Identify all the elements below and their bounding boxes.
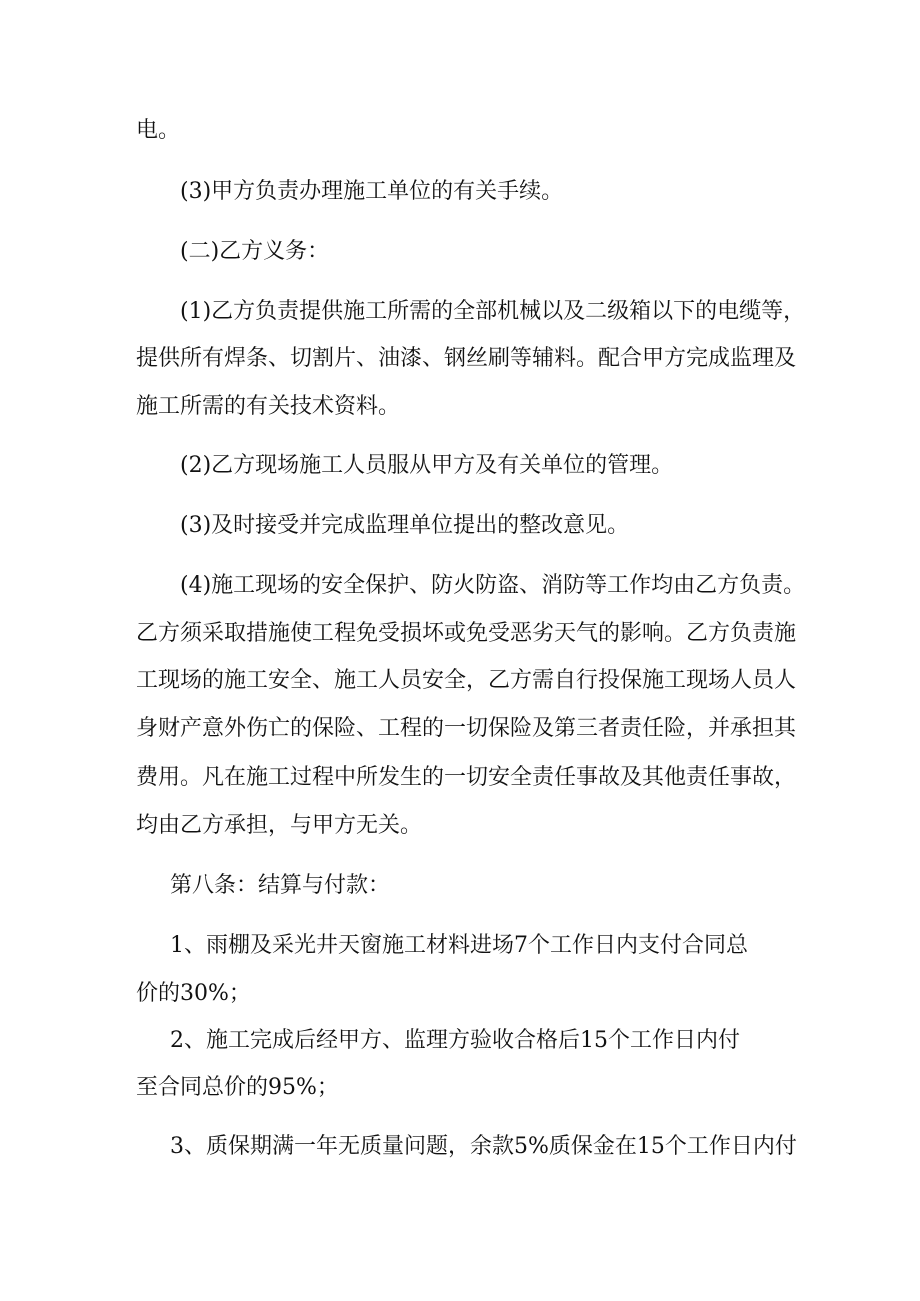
text-line: 施工所需的有关技术资料。	[136, 394, 401, 419]
text-line: (3)及时接受并完成监理单位提出的整改意见。	[180, 513, 630, 538]
text-line: 电。	[136, 118, 181, 143]
text-line: 费用。凡在施工过程中所发生的一切安全责任事故及其他责任事故，	[136, 765, 797, 790]
text-line: 2、施工完成后经甲方、监理方验收合格后15个工作日内付	[170, 1028, 740, 1053]
text-line: 身财产意外伤亡的保险、工程的一切保险及第三者责任险，并承担其	[136, 716, 797, 741]
text-line: 乙方须采取措施使工程免受损坏或免受恶劣天气的影响。乙方负责施	[136, 621, 797, 646]
text-line: (4)施工现场的安全保护、防火防盗、消防等工作均由乙方负责。	[180, 573, 806, 598]
text-line: (3)甲方负责办理施工单位的有关手续。	[180, 179, 564, 204]
text-line: 提供所有焊条、切割片、油漆、钢丝刷等辅料。配合甲方完成监理及	[136, 346, 797, 371]
text-line: 3、质保期满一年无质量问题，余款5%质保金在15个工作日内付	[170, 1134, 797, 1159]
text-line: 价的30%；	[136, 981, 251, 1006]
text-line: 工现场的施工安全、施工人员安全，乙方需自行投保施工现场人员人	[136, 668, 797, 693]
text-line: (2)乙方现场施工人员服从甲方及有关单位的管理。	[180, 453, 674, 478]
article-heading: 第八条：结算与付款：	[170, 873, 391, 898]
section-heading: (二)乙方义务：	[180, 239, 330, 264]
text-line: 均由乙方承担，与甲方无关。	[136, 813, 423, 838]
text-line: (1)乙方负责提供施工所需的全部机械以及二级箱以下的电缆等，	[180, 299, 806, 324]
text-line: 1、雨棚及采光井天窗施工材料进场7个工作日内支付合同总	[170, 933, 748, 958]
text-line: 至合同总价的95%；	[136, 1075, 339, 1100]
